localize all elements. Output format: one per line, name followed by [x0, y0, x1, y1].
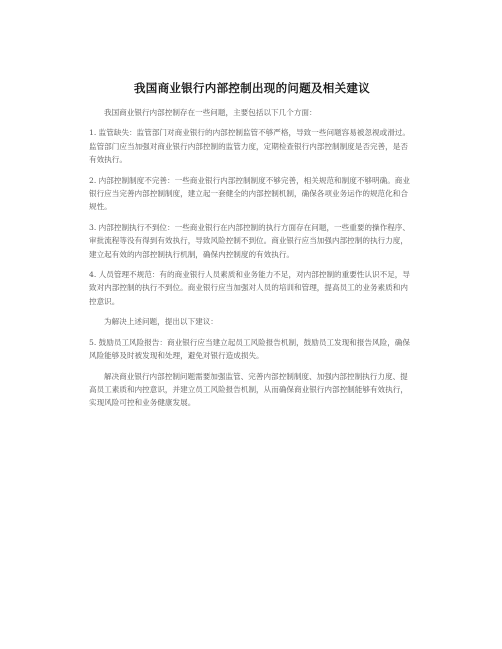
point-3-paragraph: 3. 内部控制执行不到位：一些商业银行在内部控制的执行方面存在问题，一些重要的操作程序、审批流程等没有得到有效执行，导致风险控制不到位。商业银行应当加强内部控制的执行力度，建立起有效的内部控制执行机制，确保内控制度的有效执行。	[89, 222, 410, 259]
document-body	[89, 80, 415, 417]
point-1-paragraph: 1. 监管缺失：监管部门对商业银行的内部控制监管不够严格，导致一些问题容易被忽视或滑过。监管部门应当加强对商业银行内部控制的监管力度，定期检查银行内部控制制度是否完善，是否有效执行。	[89, 128, 410, 165]
suggestions-intro-paragraph: 为解决上述问题，提出以下建议：	[104, 317, 218, 327]
point-2-paragraph: 2. 内部控制制度不完善：一些商业银行内部控制制度不够完善，相关规范和制度不够明确。商业银行应当完善内部控制制度，建立起一套健全的内部控制机制，确保各项业务运作的规范化和合规性。	[89, 175, 410, 212]
point-4-paragraph: 4. 人员管理不规范：有的商业银行人员素质和业务能力不足，对内部控制的重要性认识不足，导致对内部控制的执行不到位。商业银行应当加强对人员的培训和管理，提高员工的业务素质和内控意识。	[89, 270, 410, 306]
document-title: 我国商业银行内部控制出现的问题及相关建议	[134, 81, 370, 95]
conclusion-paragraph: 解决商业银行内部控制问题需要加强监管、完善内部控制制度、加强内部控制执行力度、提高员工素质和内控意识，并建立员工风险报告机制，从而确保商业银行内部控制能够有效执行，实现风险可控和业务健康发展。	[89, 371, 408, 408]
point-5-paragraph: 5. 鼓励员工风险报告：商业银行应当建立起员工风险报告机制，鼓励员工发现和报告风险，确保风险能够及时被发现和处理，避免对银行造成损失。	[89, 337, 410, 361]
intro-paragraph: 我国商业银行内部控制存在一些问题，主要包括以下几个方面：	[104, 108, 317, 117]
